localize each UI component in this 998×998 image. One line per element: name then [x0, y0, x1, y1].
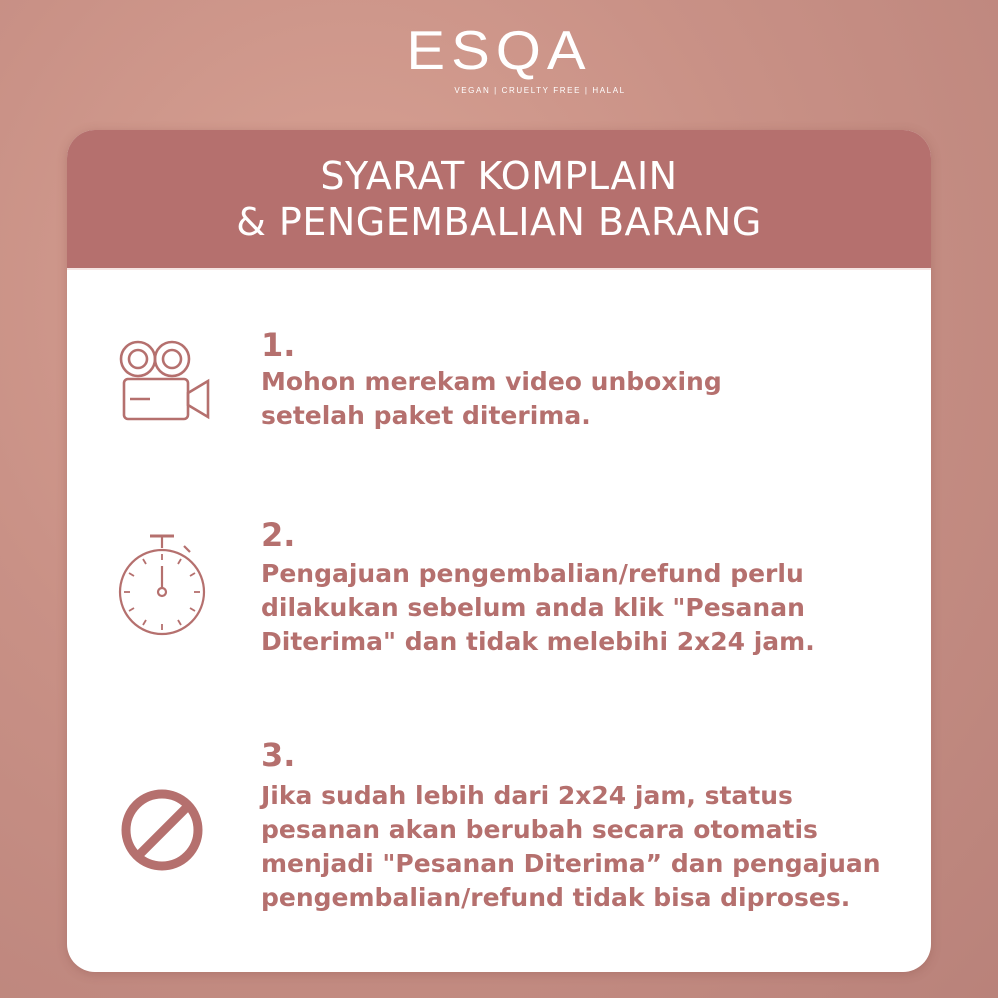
card-header: [67, 130, 931, 270]
item-text-line: pengembalian/refund tidak bisa diproses.: [261, 883, 851, 912]
header-title-line-1: SYARAT KOMPLAIN: [320, 154, 678, 198]
brand-logo: [0, 20, 998, 95]
item-text: [261, 779, 901, 915]
item-text-line: Jika sudah lebih dari 2x24 jam, status: [261, 781, 793, 810]
brand-tagline: VEGAN | CRUELTY FREE | HALAL: [454, 86, 626, 95]
item-text-line: pesanan akan berubah secara otomatis: [261, 815, 818, 844]
item-number: 3.: [261, 736, 296, 774]
prohibited-icon: [107, 775, 217, 885]
item-text: [261, 557, 901, 659]
stopwatch-icon: [107, 530, 217, 640]
item-text: [261, 365, 901, 433]
item-text-line: Pengajuan pengembalian/refund perlu: [261, 559, 804, 588]
item-text-line: dilakukan sebelum anda klik "Pesanan: [261, 593, 805, 622]
item-text-line: setelah paket diterima.: [261, 401, 591, 430]
info-card: [67, 130, 931, 972]
item-text-line: Diterima" dan tidak melebihi 2x24 jam.: [261, 627, 815, 656]
item-text-line: menjadi "Pesanan Diterima” dan pengajuan: [261, 849, 881, 878]
item-number: 2.: [261, 516, 296, 554]
brand-name: ESQA: [406, 19, 592, 82]
item-text-line: Mohon merekam video unboxing: [261, 367, 722, 396]
header-title-line-2: & PENGEMBALIAN BARANG: [236, 200, 762, 244]
video-camera-icon: [107, 325, 217, 435]
item-number: 1.: [261, 326, 296, 364]
